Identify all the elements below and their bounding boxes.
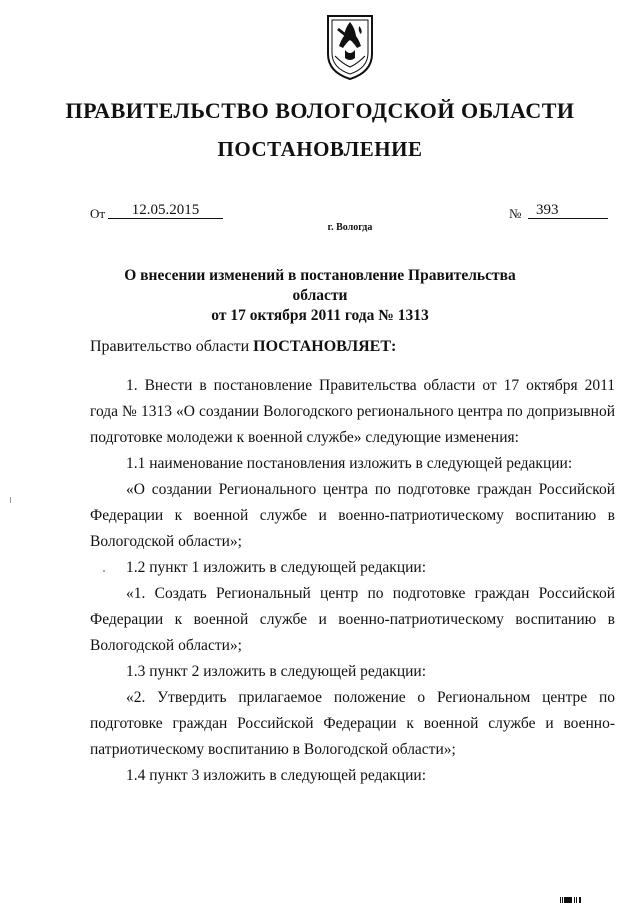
scan-mark — [10, 497, 11, 503]
paragraph-1-1-text: «О создании Регионального центра по подготовке граждан Российской Федерации к военной службе и военно-патриотическому воспитанию в Вологодской области»; — [90, 481, 615, 550]
paragraph-1-2: 1.2 пункт 1 изложить в следующей редакции: — [126, 559, 427, 576]
paragraph-1-1: 1.1 наименование постановления изложить в следующей редакции: — [126, 455, 573, 472]
document-date: 12.05.2015 — [108, 202, 223, 219]
barcode-icon — [560, 897, 582, 903]
paragraph-1: 1. Внести в постановление Правительства области от 17 октября 2011 года № 1313 «О создании Вологодского регионального центра по допризывной подготовке молодежи к военной службе» следующие изменения: — [90, 377, 615, 446]
paragraph-1-3: 1.3 пункт 2 изложить в следующей редакции: — [126, 663, 427, 680]
number-prefix: № — [509, 206, 522, 221]
coat-of-arms-icon — [325, 12, 375, 82]
paragraph-1-2-text: «1. Создать Региональный центр по подготовке граждан Российской Федерации к военной службе и военно-патриотическому воспитанию в Вологодской области»; — [90, 585, 615, 654]
decree-verb: ПОСТАНОВЛЯЕТ: — [253, 338, 397, 355]
document-type-title: ПОСТАНОВЛЕНИЕ — [217, 137, 423, 161]
paragraph-1-4: 1.4 пункт 3 изложить в следующей редакции: — [126, 767, 427, 784]
subject-line-2: от 17 октября 2011 года № 1313 — [211, 307, 429, 324]
subject-line-1: О внесении изменений в постановление Правительства области — [124, 267, 516, 304]
scan-dot — [103, 570, 105, 572]
document-number: 393 — [528, 202, 608, 219]
date-prefix: От — [90, 206, 106, 221]
document-subject — [100, 266, 540, 326]
decree-prefix: Правительство области — [90, 338, 254, 355]
decree-statement — [90, 338, 396, 356]
paragraph-1-3-text: «2. Утвердить прилагаемое положение о Региональном центре по подготовке граждан Российской Федерации к военной службе и военно-патриотическому воспитанию в Вологодской области»; — [90, 689, 615, 758]
city-label: г. Вологда — [327, 222, 373, 233]
government-title: ПРАВИТЕЛЬСТВО ВОЛОГОДСКОЙ ОБЛАСТИ — [65, 98, 575, 123]
document-body — [90, 373, 615, 789]
